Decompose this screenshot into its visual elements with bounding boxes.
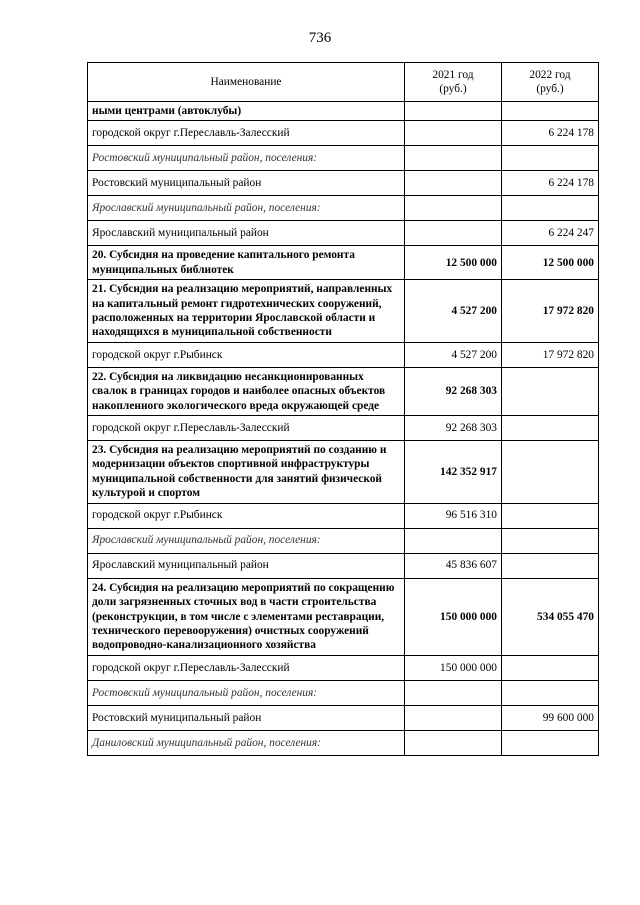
table-row	[88, 730, 599, 755]
table-row	[88, 578, 599, 655]
row-value-2021: 150 000 000	[405, 655, 502, 680]
table-row	[88, 655, 599, 680]
row-name: Ростовский муниципальный район	[88, 171, 405, 196]
row-value-2021	[405, 730, 502, 755]
row-value-2022	[502, 730, 599, 755]
table-row	[88, 102, 599, 121]
row-value-2022	[502, 367, 599, 415]
table-row	[88, 528, 599, 553]
row-value-2021	[405, 171, 502, 196]
row-name: 21. Субсидия на реализацию мероприятий, направленных на капитальный ремонт гидротехнических сооружений, расположенных на территории Ярославской области и находящихся в муниципальной собственности	[88, 280, 405, 343]
row-value-2022	[502, 503, 599, 528]
row-name: Ярославский муниципальный район	[88, 553, 405, 578]
row-value-2022	[502, 528, 599, 553]
table-row	[88, 342, 599, 367]
row-value-2022: 6 224 178	[502, 121, 599, 146]
row-name: Ростовский муниципальный район	[88, 705, 405, 730]
row-value-2021: 142 352 917	[405, 441, 502, 504]
row-value-2022	[502, 655, 599, 680]
header-name: Наименование	[88, 63, 405, 102]
table-row	[88, 367, 599, 415]
row-name: 22. Субсидия на ликвидацию несанкционированных свалок в границах городов и наиболее опасных объектов накопленного экологического вреда окружающей среде	[88, 367, 405, 415]
table-row	[88, 246, 599, 280]
row-value-2021	[405, 196, 502, 221]
row-value-2022: 99 600 000	[502, 705, 599, 730]
table-row	[88, 196, 599, 221]
row-name: Даниловский муниципальный район, поселения:	[88, 730, 405, 755]
table-body	[88, 102, 599, 756]
subsidy-table	[87, 62, 599, 756]
table-row	[88, 680, 599, 705]
table-row	[88, 146, 599, 171]
row-value-2022	[502, 146, 599, 171]
table-row	[88, 553, 599, 578]
table-row	[88, 121, 599, 146]
row-name: Ростовский муниципальный район, поселения:	[88, 146, 405, 171]
row-name: Ярославский муниципальный район, поселения:	[88, 196, 405, 221]
row-value-2021: 92 268 303	[405, 367, 502, 415]
page-number: 736	[308, 30, 332, 46]
row-value-2021: 4 527 200	[405, 280, 502, 343]
row-value-2021: 4 527 200	[405, 342, 502, 367]
row-value-2022: 6 224 247	[502, 221, 599, 246]
table-row	[88, 416, 599, 441]
row-value-2022: 6 224 178	[502, 171, 599, 196]
row-value-2021	[405, 705, 502, 730]
row-name: Ярославский муниципальный район, поселения:	[88, 528, 405, 553]
row-value-2022	[502, 680, 599, 705]
row-value-2021: 150 000 000	[405, 578, 502, 655]
header-year-2022: 2022 год (руб.)	[502, 63, 599, 102]
row-name: Ярославский муниципальный район	[88, 221, 405, 246]
table-row	[88, 705, 599, 730]
row-value-2021	[405, 221, 502, 246]
row-name: 23. Субсидия на реализацию мероприятий по созданию и модернизации объектов спортивной инфраструктуры муниципальной собственности для занятий физической культурой и спортом	[88, 441, 405, 504]
table-row	[88, 171, 599, 196]
row-value-2022: 12 500 000	[502, 246, 599, 280]
row-value-2021: 96 516 310	[405, 503, 502, 528]
row-name: ными центрами (автоклубы)	[88, 102, 405, 121]
row-value-2021: 45 836 607	[405, 553, 502, 578]
row-value-2022: 17 972 820	[502, 280, 599, 343]
row-name: городской округ г.Рыбинск	[88, 342, 405, 367]
row-name: 24. Субсидия на реализацию мероприятий по сокращению доли загрязненных сточных вод в части строительства (реконструкции, в том числе с элементами реставрации, технического перевооружения) очистных сооружений водопроводно-канализационного хозяйства	[88, 578, 405, 655]
table-row	[88, 221, 599, 246]
row-value-2021	[405, 146, 502, 171]
row-name: городской округ г.Рыбинск	[88, 503, 405, 528]
row-name: городской округ г.Переславль-Залесский	[88, 416, 405, 441]
header-year-2021: 2021 год (руб.)	[405, 63, 502, 102]
table-row	[88, 503, 599, 528]
row-value-2021: 92 268 303	[405, 416, 502, 441]
row-value-2021	[405, 528, 502, 553]
table-row	[88, 280, 599, 343]
row-value-2022	[502, 102, 599, 121]
table-header-row	[88, 63, 599, 102]
row-name: 20. Субсидия на проведение капитального ремонта муниципальных библиотек	[88, 246, 405, 280]
row-value-2022	[502, 416, 599, 441]
row-value-2022	[502, 441, 599, 504]
row-name: городской округ г.Переславль-Залесский	[88, 121, 405, 146]
row-value-2021	[405, 121, 502, 146]
row-value-2022	[502, 553, 599, 578]
row-value-2022	[502, 196, 599, 221]
row-name: городской округ г.Переславль-Залесский	[88, 655, 405, 680]
row-value-2021	[405, 680, 502, 705]
row-value-2022: 534 055 470	[502, 578, 599, 655]
row-value-2021	[405, 102, 502, 121]
table-row	[88, 441, 599, 504]
row-value-2022: 17 972 820	[502, 342, 599, 367]
row-value-2021: 12 500 000	[405, 246, 502, 280]
row-name: Ростовский муниципальный район, поселения:	[88, 680, 405, 705]
